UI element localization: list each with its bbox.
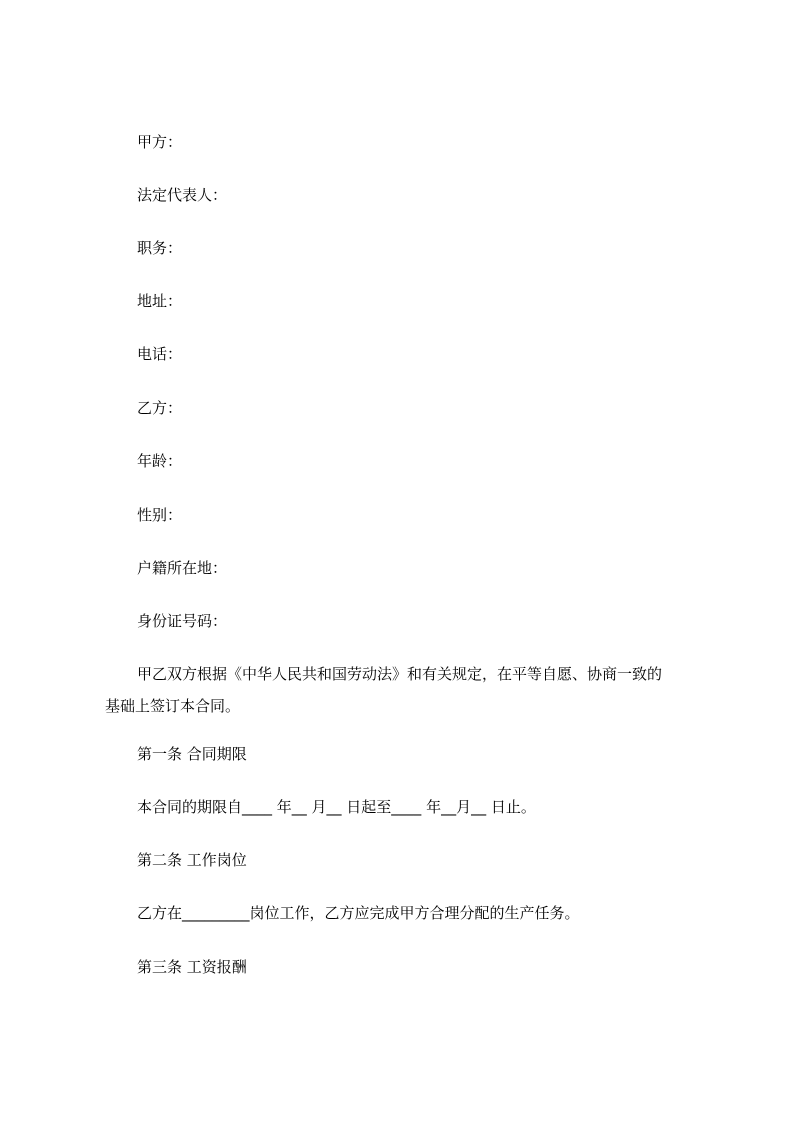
id-number-label: 身份证号码： [137, 612, 228, 630]
preamble-paragraph [105, 664, 705, 716]
article-3-title: 第三条 工资报酬 [137, 958, 247, 976]
household-registration-label: 户籍所在地： [137, 559, 228, 577]
article-1-title: 第一条 合同期限 [137, 745, 247, 763]
address-label: 地址： [137, 292, 183, 310]
age-label: 年龄： [137, 452, 183, 470]
gender-label: 性别： [137, 506, 183, 524]
phone-label: 电话： [137, 345, 183, 363]
article-1-body: 本合同的期限自____ 年__ 月__ 日起至____ 年__月__ 日止。 [137, 798, 536, 816]
article-2-title: 第二条 工作岗位 [137, 851, 247, 869]
article-2-body: 乙方在_________岗位工作，乙方应完成甲方合理分配的生产任务。 [137, 904, 580, 922]
party-a-label: 甲方： [137, 133, 183, 151]
position-label: 职务： [137, 239, 183, 257]
preamble-line-2: 基础上签订本合同。 [105, 697, 241, 715]
legal-representative-label: 法定代表人： [137, 186, 228, 204]
party-b-label: 乙方： [137, 399, 183, 417]
preamble-line-1: 甲乙双方根据《中华人民共和国劳动法》和有关规定，在平等自愿、协商一致的 [137, 665, 663, 683]
